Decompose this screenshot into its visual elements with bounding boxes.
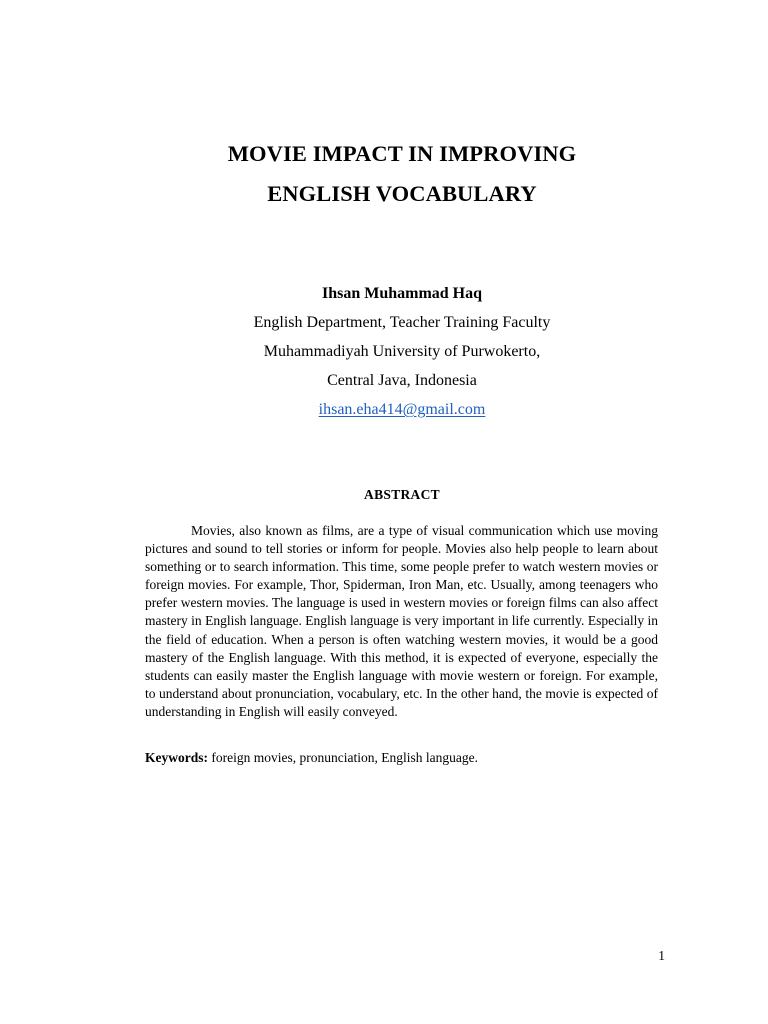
affiliation-line-2: Muhammadiyah University of Purwokerto,: [263, 343, 541, 360]
author-email-link[interactable]: ihsan.eha414@gmail.com: [318, 401, 486, 418]
keywords-text: foreign movies, pronunciation, English language.: [208, 750, 478, 765]
paper-title-line-1: MOVIE IMPACT IN IMPROVING: [227, 141, 577, 166]
affiliation-line-3: Central Java, Indonesia: [327, 372, 477, 389]
keywords-label: Keywords:: [145, 750, 208, 765]
paper-title-line-2: ENGLISH VOCABULARY: [267, 181, 537, 206]
abstract-heading: ABSTRACT: [364, 487, 440, 502]
abstract-text: Movies, also known as films, are a type of visual communication which use moving pictures and sound to tell stories or inform for people. Movies also help people to learn about something or to search information. This time, some people prefer to watch western movies or foreign movies. For example, Thor, Spiderman, Iron Man, etc. Usually, among teenagers who prefer western movies. The language is used in western movies or foreign films can also affect mastery in English language. English language is very important in life currently. Especially in the field of education. When a person is often watching western movies, it would be a good mastery of the English language. With this method, it is expected of everyone, especially the students can easily master the English language with movie western or foreign. For example, to understand about pronunciation, vocabulary, etc. In the other hand, the movie is expected of understanding in English will easily conveyed.: [145, 523, 658, 719]
keywords: [145, 749, 658, 767]
page-number: 1: [658, 948, 665, 963]
affiliation-line-1: English Department, Teacher Training Faculty: [253, 314, 551, 331]
author-name: Ihsan Muhammad Haq: [321, 285, 483, 302]
